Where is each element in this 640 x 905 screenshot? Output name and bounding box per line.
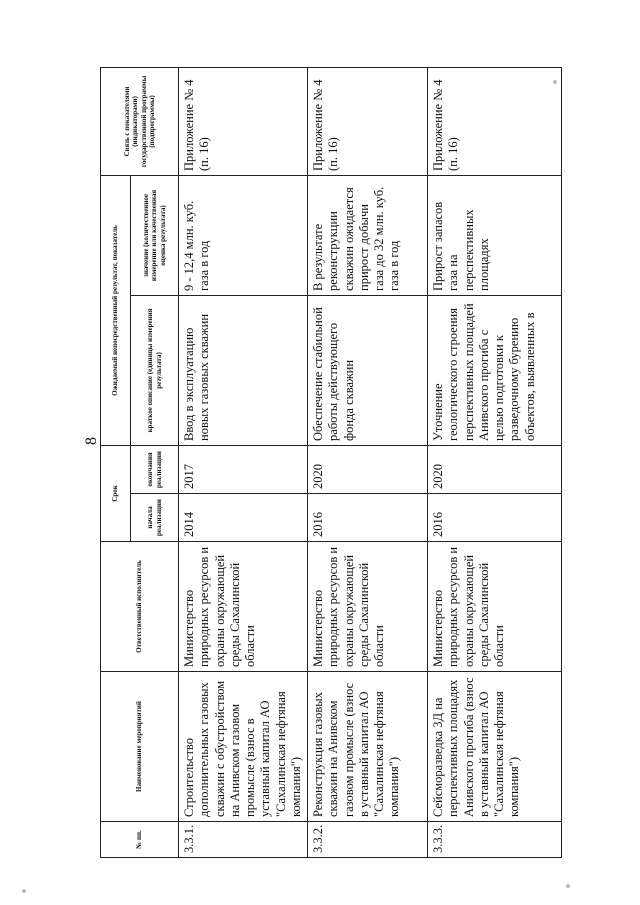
row-num: 3.3.1. <box>179 822 308 858</box>
header-name: Наименование мероприятий <box>101 672 179 822</box>
header-num: № пп. <box>101 822 179 858</box>
row-start: 2016 <box>428 494 562 542</box>
row-desc: Ввод в эксплуатацию новых газовых скважин <box>179 295 308 445</box>
header-executor: Ответственный исполнитель <box>101 542 179 672</box>
row-name: Сейсморазведка 3Д на перспективных площадях Анивского прогиба (взнос в уставный капитал АО "Сахалинская нефтяная компания") <box>428 672 562 822</box>
page-number: 8 <box>83 437 100 445</box>
header-end: окончания реализации <box>131 445 179 493</box>
rotated-table-container <box>100 68 560 858</box>
scan-speck <box>22 889 26 893</box>
header-start: начала реализации <box>131 494 179 542</box>
row-link: Приложение № 4 (п. 16) <box>308 67 428 175</box>
row-end: 2020 <box>308 445 428 493</box>
row-value: 9 - 12,4 млн. куб. газа в год <box>179 175 308 295</box>
table-row <box>179 67 308 857</box>
row-num: 3.3.2. <box>308 822 428 858</box>
table-row <box>428 67 562 857</box>
scan-speck <box>566 884 570 888</box>
header-link: Связь с показателями (индикаторами) государственной программы (подпрограммы) <box>101 67 179 175</box>
row-end: 2017 <box>179 445 308 493</box>
header-result: Ожидаемый непосредственный результат, показатель <box>101 175 131 445</box>
row-end: 2020 <box>428 445 562 493</box>
row-link: Приложение № 4 (п. 16) <box>179 67 308 175</box>
header-desc: краткое описание (единицы измерения результата) <box>131 295 179 445</box>
row-desc: Уточнение геологического строения перспективных площадей Анивского прогиба с целью подготовки к разведочному бурению объектов, выявленных в <box>428 295 562 445</box>
row-value: Прирост запасов газа на перспективных площадях <box>428 175 562 295</box>
row-num: 3.3.3. <box>428 822 562 858</box>
row-executor: Министерство природных ресурсов и охраны окружающей среды Сахалинской области <box>308 542 428 672</box>
header-term: Срок <box>101 445 131 541</box>
row-executor: Министерство природных ресурсов и охраны окружающей среды Сахалинской области <box>179 542 308 672</box>
measures-table <box>100 67 562 858</box>
row-start: 2016 <box>308 494 428 542</box>
row-value: В результате реконструкции скважин ожидается прирост добычи газа до 32 млн. куб. газа в год <box>308 175 428 295</box>
row-link: Приложение № 4 (п. 16) <box>428 67 562 175</box>
table-row <box>308 67 428 857</box>
scan-speck <box>553 80 557 84</box>
row-name: Реконструкция газовых скважин на Анивском газовом промысле (взнос в уставный капитал АО "Сахалинская нефтяная компания") <box>308 672 428 822</box>
row-executor: Министерство природных ресурсов и охраны окружающей среды Сахалинской области <box>428 542 562 672</box>
row-start: 2014 <box>179 494 308 542</box>
header-value: значение (количественное измерение или качественная оценка результата) <box>131 175 179 295</box>
row-name: Строительство дополнительных газовых скважин с обустройством на Анивском газовом промысле (взнос в уставный капитал АО "Сахалинская нефтяная компания") <box>179 672 308 822</box>
row-desc: Обеспечение стабильной работы действующего фонда скважин <box>308 295 428 445</box>
